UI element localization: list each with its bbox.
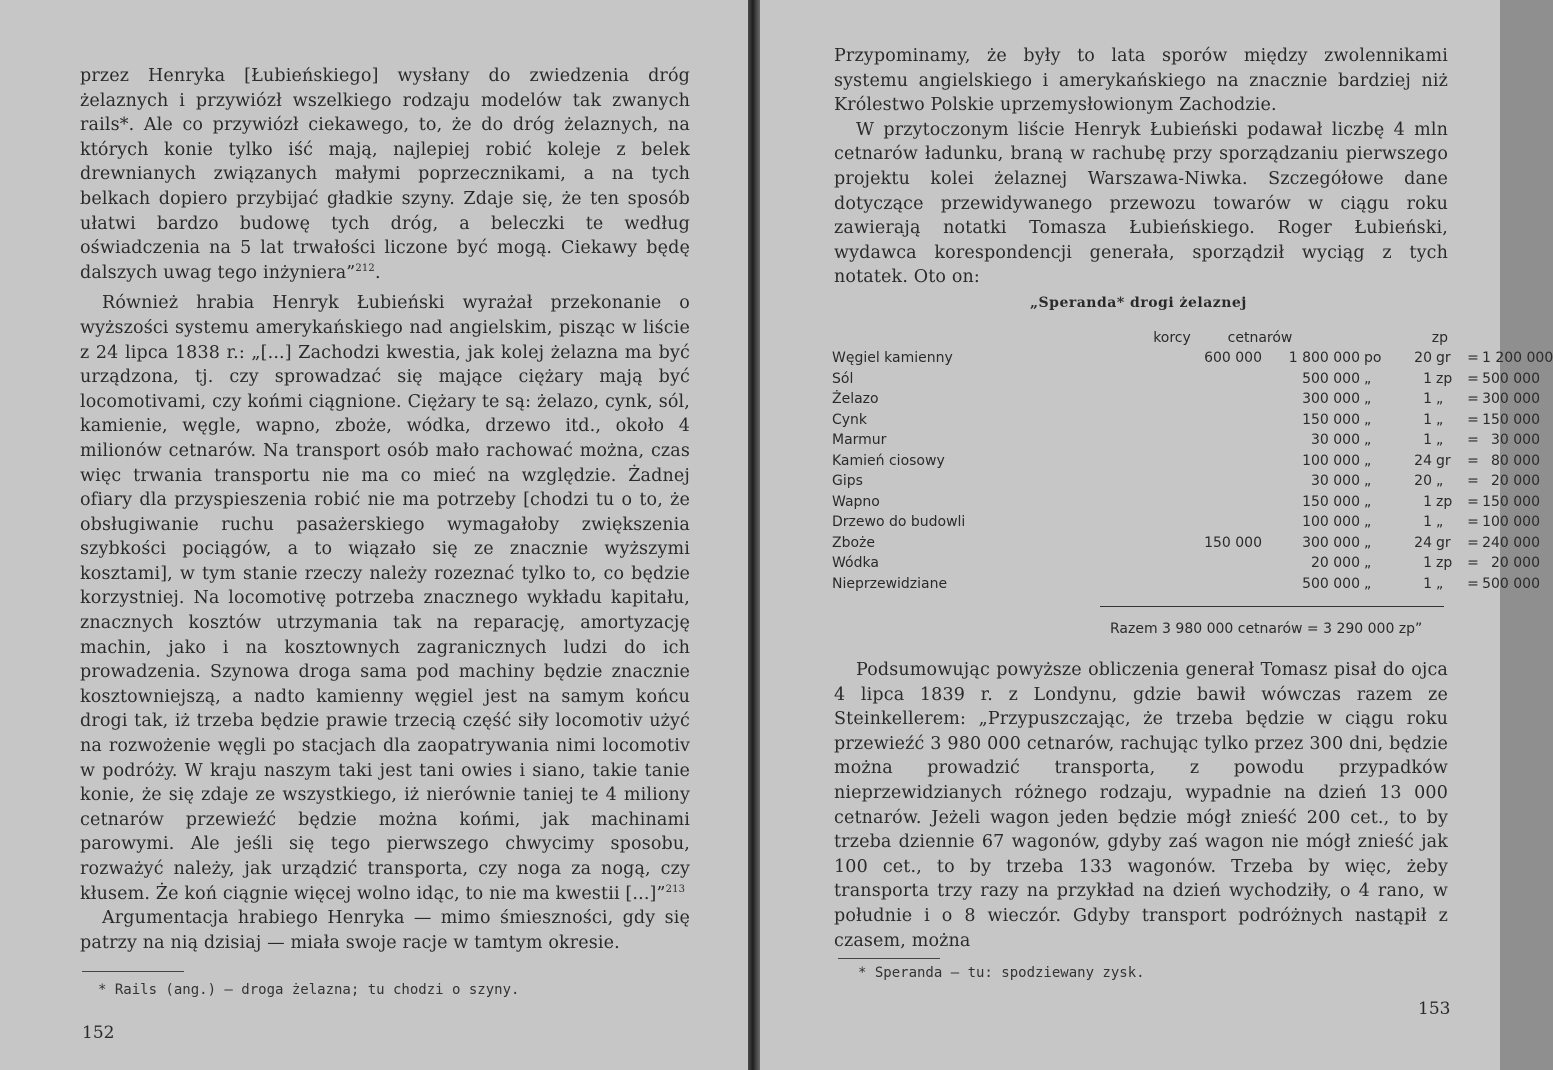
cell-name: Zboże bbox=[832, 534, 876, 551]
cell-cet: 300 000 bbox=[1302, 534, 1360, 551]
cell-name: Wódka bbox=[832, 555, 879, 571]
right-page-body bbox=[834, 658, 1448, 953]
cell-unit: „ bbox=[1436, 391, 1444, 407]
page-number: 153 bbox=[1418, 999, 1451, 1019]
cell-po: „ bbox=[1364, 555, 1372, 571]
cell-zp: 500 000 bbox=[1482, 370, 1540, 387]
cell-zp: 300 000 bbox=[1482, 391, 1540, 407]
cell-name: Nieprzewidziane bbox=[832, 575, 948, 592]
cell-price: 1 bbox=[1423, 391, 1432, 407]
cell-zp: 100 000 bbox=[1482, 514, 1540, 530]
cell-cet: 150 000 bbox=[1302, 411, 1360, 428]
cell-zp: 80 000 bbox=[1491, 452, 1540, 469]
footnote-divider bbox=[82, 971, 184, 972]
cell-korce: 600 000 bbox=[1204, 350, 1262, 366]
cell-unit: zp bbox=[1436, 370, 1453, 387]
cell-po: „ bbox=[1364, 534, 1372, 551]
cell-unit: „ bbox=[1436, 514, 1444, 530]
cell-eq: = bbox=[1467, 370, 1479, 387]
cell-zp: 500 000 bbox=[1482, 575, 1540, 592]
cell-unit: „ bbox=[1436, 432, 1444, 448]
cell-unit: „ bbox=[1436, 473, 1444, 489]
cell-price: 1 bbox=[1423, 411, 1432, 428]
cell-name: Cynk bbox=[832, 411, 868, 428]
cell-price: 20 bbox=[1414, 473, 1432, 489]
table-total-divider bbox=[1100, 606, 1444, 607]
cell-unit: gr bbox=[1436, 350, 1451, 366]
cell-cet: 100 000 bbox=[1302, 452, 1360, 469]
footnote: * Speranda — tu: spodziewany zysk. bbox=[858, 965, 1145, 981]
cell-zp: 20 000 bbox=[1491, 473, 1540, 489]
header-cetnary: cetnarów bbox=[1227, 330, 1293, 346]
cell-zp: 20 000 bbox=[1491, 555, 1540, 571]
cell-cet: 300 000 bbox=[1302, 391, 1360, 407]
cargo-table bbox=[832, 330, 1553, 600]
cell-eq: = bbox=[1467, 391, 1479, 407]
table-title: „Speranda* drogi żelaznej bbox=[1030, 295, 1247, 311]
page-number: 152 bbox=[82, 1023, 115, 1043]
cell-eq: = bbox=[1467, 350, 1479, 366]
cell-name: Kamień ciosowy bbox=[832, 452, 945, 469]
footnote-ref: 213 bbox=[665, 883, 686, 895]
cell-price: 1 bbox=[1423, 370, 1432, 387]
cell-po: „ bbox=[1364, 432, 1372, 448]
cell-price: 1 bbox=[1423, 555, 1432, 571]
right-page bbox=[760, 0, 1553, 1070]
cell-po: „ bbox=[1364, 493, 1372, 510]
cell-unit: gr bbox=[1436, 452, 1451, 469]
cell-korce: 150 000 bbox=[1204, 534, 1262, 551]
cell-unit: gr bbox=[1436, 534, 1451, 551]
cell-cet: 20 000 bbox=[1311, 555, 1360, 571]
right-page-intro bbox=[834, 44, 1448, 290]
cell-eq: = bbox=[1467, 514, 1479, 530]
cell-name: Węgiel kamienny bbox=[832, 350, 953, 366]
cell-eq: = bbox=[1467, 493, 1479, 510]
cell-price: 1 bbox=[1423, 575, 1432, 592]
cell-eq: = bbox=[1467, 555, 1479, 571]
footnote-divider bbox=[838, 958, 940, 959]
cell-po: „ bbox=[1364, 370, 1372, 387]
cell-cet: 150 000 bbox=[1302, 493, 1360, 510]
paragraph: W przytoczonym liście Henryk Łubieński podawał liczbę 4 mln cetnarów ładunku, braną w rachubę przy sporządzaniu pierwszego projektu kolei żelaznej Warszawa-Niwka. Szczegółowe dane dotyczące przewidywanego przewozu towarów w ciągu roku zawierają notatki Tomasza Łubieńskiego. Roger Łubieński, wydawca korespondencji generała, sporządził wyciąg z tych notatek. Oto on: bbox=[834, 119, 1448, 288]
cell-price: 1 bbox=[1423, 514, 1432, 530]
cell-po: „ bbox=[1364, 575, 1372, 592]
cell-price: 1 bbox=[1423, 493, 1432, 510]
cell-zp: 150 000 bbox=[1482, 411, 1540, 428]
cell-zp: 240 000 bbox=[1482, 534, 1540, 551]
cell-eq: = bbox=[1467, 575, 1479, 592]
header-korce: korcy bbox=[1153, 330, 1191, 346]
cell-name: Żelazo bbox=[832, 391, 879, 407]
cell-unit: zp bbox=[1436, 493, 1453, 510]
paragraph: Podsumowując powyższe obliczenia generał Tomasz pisał do ojca 4 lipca 1839 r. z Londynu, gdzie bawił wówczas razem ze Steinkellerem: „Przypuszczając, że trzeba będzie w ciągu roku przewieźć 3 980 000 cetnarów, rachując tylko przez 300 dni, będzie można prowadzić transporta, z powodu przypadków nieprzewidzianych różnego rodzaju, wypadnie na dzień 13 000 cetnarów. Jeżeli wagon jeden będzie mógł znieść 200 cet., to by trzeba dziennie 67 wagonów, gdyby zaś wagon nie mógł znieść jak 100 cet., to by trzeba 133 wagonów. Trzeba by więc, żeby transporta trzy razy na przykład na dzień wychodziły, o 4 rano, w południe i o 8 wieczór. Gdyby transport podróżnych nastąpił z czasem, można bbox=[834, 660, 1448, 951]
cell-price: 1 bbox=[1423, 432, 1432, 448]
cell-name: Drzewo do budowli bbox=[832, 514, 966, 530]
cell-eq: = bbox=[1467, 473, 1479, 489]
cell-zp: 1 200 000 bbox=[1482, 350, 1553, 366]
table-total: Razem 3 980 000 cetnarów = 3 290 000 zp” bbox=[1110, 621, 1423, 637]
footnote: * Rails (ang.) — droga żelazna; tu chodzi o szyny. bbox=[98, 982, 520, 998]
cell-cet: 30 000 bbox=[1311, 432, 1360, 448]
cell-price: 20 bbox=[1414, 350, 1432, 366]
footnote-ref: 212 bbox=[355, 262, 375, 274]
paragraph: Również hrabia Henryk Łubieński wyrażał przekonanie o wyższości systemu amerykańskiego nad angielskim, pisząc w liście z 24 lipca 1838 r.: „[...] Zachodzi kwestia, jak kolej żelazna ma być urządzona, tj. czy sprowadzać się mające ciężary mają być locomotivami, czy końmi ciągnione. Ciężary te są: żelazo, cynk, sól, kamienie, węgle, wapno, zboże, wódka, drzewo itd., około 4 milionów cetnarów. Na transport osób mało rachować można, czas więc trwania transportu nie ma co mieć na względzie. Żadnej ofiary dla przyspieszenia robić nie ma potrzeby [chodzi tu o to, że obsługiwanie ruchu pasażerskiego wymagałoby zwiększenia szybkości pociągów, a to wiązało się ze znacznie wyższymi kosztami], w tym stanie rzeczy należy rozeznać tylko to, co będzie korzystniej. Na locomotivę potrzeba znacznego wykładu kapitału, znacznych kosztów utrzymania tak na reparację, amortyzację machin, jako i na kosztownych zagranicznych ludzi do ich prowadzenia. Szynowa droga sama pod machiny będzie znacznie kosztowniejszą, a nadto kamienny węgiel jest na samym końcu drogi tak, iż trzeba będzie prawie trzecią część siły locomotiv użyć na rozwożenie węgli po stacjach dla zaopatrywania nimi locomotiv w podróży. W kraju naszym taki jest tani owies i siano, takie tanie konie, że się zdaje ze wszystkiego, iż nierównie taniej te 4 miliony cetnarów przewieźć będzie można końmi, jak machinami parowymi. Ale jeśli się tego pierwszego chwycimy sposobu, rozważyć należy, jak urządzić transporta, czy noga za nogą, czy kłusem. Że koń ciągnie więcej wolno idąc, to nie ma kwestii [...]”$^{213}$ bbox=[80, 293, 690, 904]
cell-unit: „ bbox=[1436, 575, 1444, 592]
header-zp: zp bbox=[1431, 330, 1448, 346]
cell-name: Marmur bbox=[832, 432, 887, 448]
cell-zp: 30 000 bbox=[1491, 432, 1540, 448]
cell-unit: zp bbox=[1436, 555, 1453, 571]
paragraph: przez Henryka [Łubieńskiego] wysłany do zwiedzenia dróg żelaznych i przywiózł wszelkiego rodzaju modelów tak zwanych rails*. Ale co przywiózł ciekawego, to, że do dróg żelaznych, na których konie tylko iść mają, najlepiej robić koleje z belek drewnianych związanych małymi poprzecznikami, a na tych belkach dopiero przybijać gładkie szyny. Zdaje się, że ten sposób ułatwi bardzo budowę tych dróg, a beleczki te według oświadczenia na 5 lat trwałości liczone być mogą. Ciekawy będę dalszych uwag tego inżyniera”$^{212}$. bbox=[80, 66, 690, 283]
cell-cet: 30 000 bbox=[1311, 473, 1360, 489]
cell-unit: „ bbox=[1436, 411, 1444, 428]
cell-eq: = bbox=[1467, 411, 1479, 428]
cell-cet: 500 000 bbox=[1302, 575, 1360, 592]
cell-cet: 500 000 bbox=[1302, 370, 1360, 387]
book-spine bbox=[748, 0, 760, 1070]
cell-po: „ bbox=[1364, 391, 1372, 407]
cell-po: „ bbox=[1364, 473, 1372, 489]
left-page-body bbox=[80, 64, 690, 955]
cell-cet: 1 800 000 bbox=[1288, 350, 1360, 366]
cell-po: „ bbox=[1364, 452, 1372, 469]
paragraph: Argumentacja hrabiego Henryka — mimo śmieszności, gdy się patrzy na nią dzisiaj — miała swoje racje w tamtym okresie. bbox=[80, 908, 690, 953]
cell-po: „ bbox=[1364, 514, 1372, 530]
cell-eq: = bbox=[1467, 432, 1479, 448]
cell-po: po bbox=[1364, 350, 1382, 366]
cell-name: Gips bbox=[832, 473, 863, 489]
cell-eq: = bbox=[1467, 452, 1479, 469]
cell-price: 24 bbox=[1414, 452, 1432, 469]
cell-name: Sól bbox=[832, 370, 854, 387]
cell-eq: = bbox=[1467, 534, 1479, 551]
cell-cet: 100 000 bbox=[1302, 514, 1360, 530]
cell-zp: 150 000 bbox=[1482, 493, 1540, 510]
left-page bbox=[0, 0, 748, 1070]
paragraph: Przypominamy, że były to lata sporów między zwolennikami systemu angielskiego i amerykańskiego na znacznie bardziej niż Królestwo Polskie uprzemysłowionym Zachodzie. bbox=[834, 46, 1448, 116]
cell-name: Wapno bbox=[832, 493, 880, 510]
cell-po: „ bbox=[1364, 411, 1372, 428]
cell-price: 24 bbox=[1414, 534, 1432, 551]
